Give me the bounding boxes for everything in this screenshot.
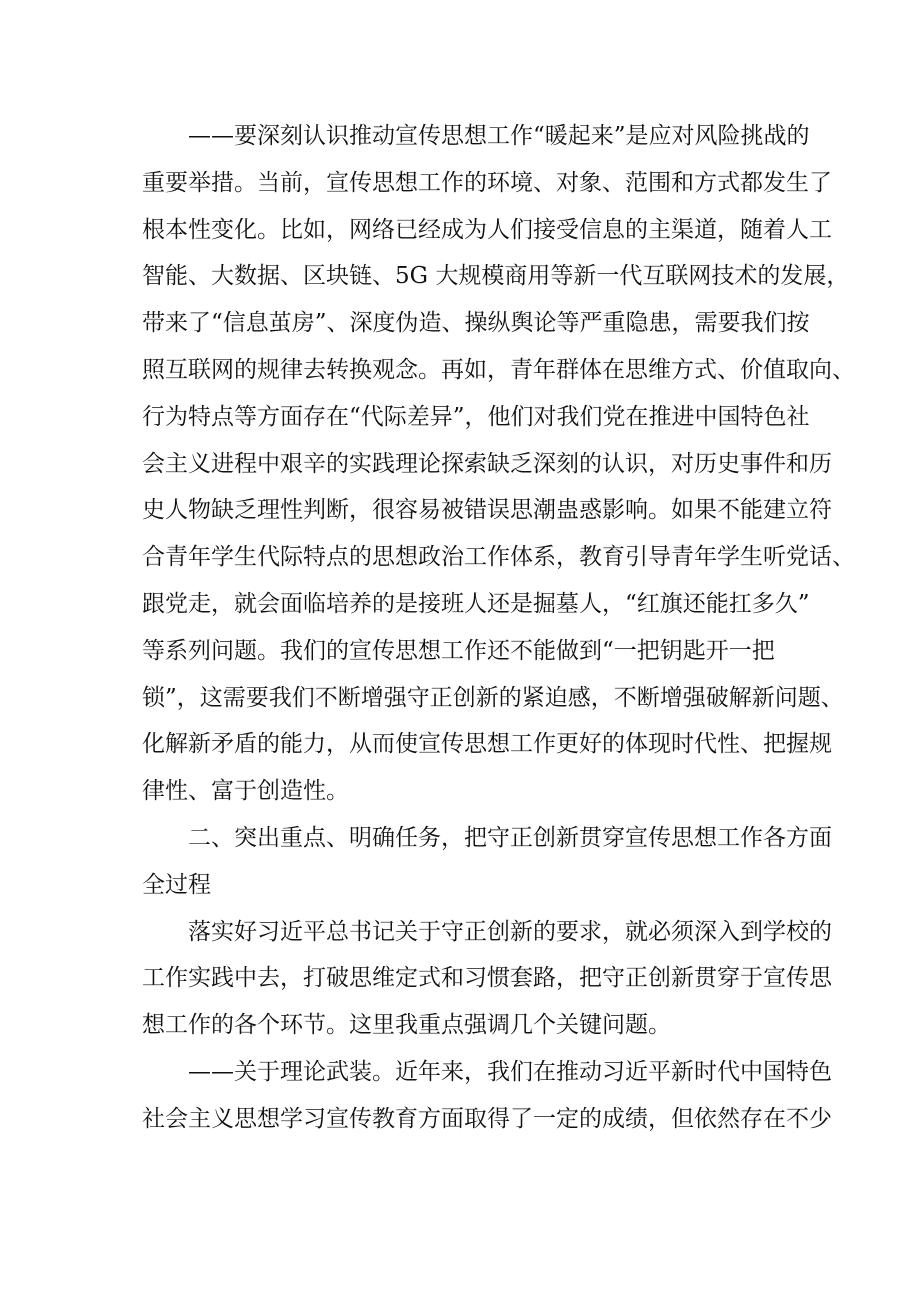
heading-line: 二、突出重点、明确任务，把守正创新贯穿宣传思想工作各方面	[142, 824, 832, 851]
text-line: 社会主义思想学习宣传教育方面取得了一定的成绩，但依然存在不少	[142, 1105, 832, 1132]
heading-line: 全过程	[142, 871, 211, 898]
paragraph-warming-up	[142, 113, 855, 815]
text-line: 跟党走，就会面临培养的是接班人还是掘墓人，“红旗还能扛多久”	[142, 590, 810, 617]
text-line: ——要深刻认识推动宣传思想工作“暖起来”是应对风险挑战的	[142, 123, 810, 149]
text-line: 锁”，这需要我们不断增强守正创新的紧迫感，不断增强破解新问题、	[142, 684, 844, 711]
text-line: 行为特点等方面存在“代际差异”，他们对我们党在推进中国特色社	[142, 403, 810, 430]
text-line: ——关于理论武装。近年来，我们在推动习近平新时代中国特色	[142, 1058, 832, 1085]
paragraph-implementation	[142, 909, 832, 1049]
text-line: 照互联网的规律去转换观念。再如，青年群体在思维方式、价值取向、	[142, 356, 855, 383]
text-line: 律性、富于创造性。	[142, 778, 349, 805]
paragraph-theory-arming	[142, 1049, 832, 1143]
section-heading-two	[142, 815, 832, 909]
text-line: 想工作的各个环节。这里我重点强调几个关键问题。	[142, 1012, 671, 1039]
text-line: 根本性变化。比如，网络已经成为人们接受信息的主渠道，随着人工	[142, 216, 832, 243]
text-line: 重要举措。当前，宣传思想工作的环境、对象、范围和方式都发生了	[142, 169, 832, 196]
text-line: 合青年学生代际特点的思想政治工作体系，教育引导青年学生听党话、	[142, 544, 855, 571]
text-line: 化解新矛盾的能力，从而使宣传思想工作更好的体现时代性、把握规	[142, 731, 832, 758]
text-line: 落实好习近平总书记关于守正创新的要求，就必须深入到学校的	[142, 918, 832, 945]
text-line: 工作实践中去，打破思维定式和习惯套路，把守正创新贯穿于宣传思	[142, 965, 832, 992]
text-line: 等系列问题。我们的宣传思想工作还不能做到“一把钥匙开一把	[142, 637, 775, 664]
body-text	[142, 113, 855, 1143]
text-line: 会主义进程中艰辛的实践理论探索缺乏深刻的认识，对历史事件和历	[142, 450, 832, 477]
text-line: 史人物缺乏理性判断，很容易被错误思潮蛊惑影响。如果不能建立符	[142, 497, 832, 524]
text-line: 带来了“信息茧房”、深度伪造、操纵舆论等严重隐患，需要我们按	[142, 310, 810, 337]
text-line: 智能、大数据、区块链、5G 大规模商用等新一代互联网技术的发展，	[142, 263, 850, 290]
